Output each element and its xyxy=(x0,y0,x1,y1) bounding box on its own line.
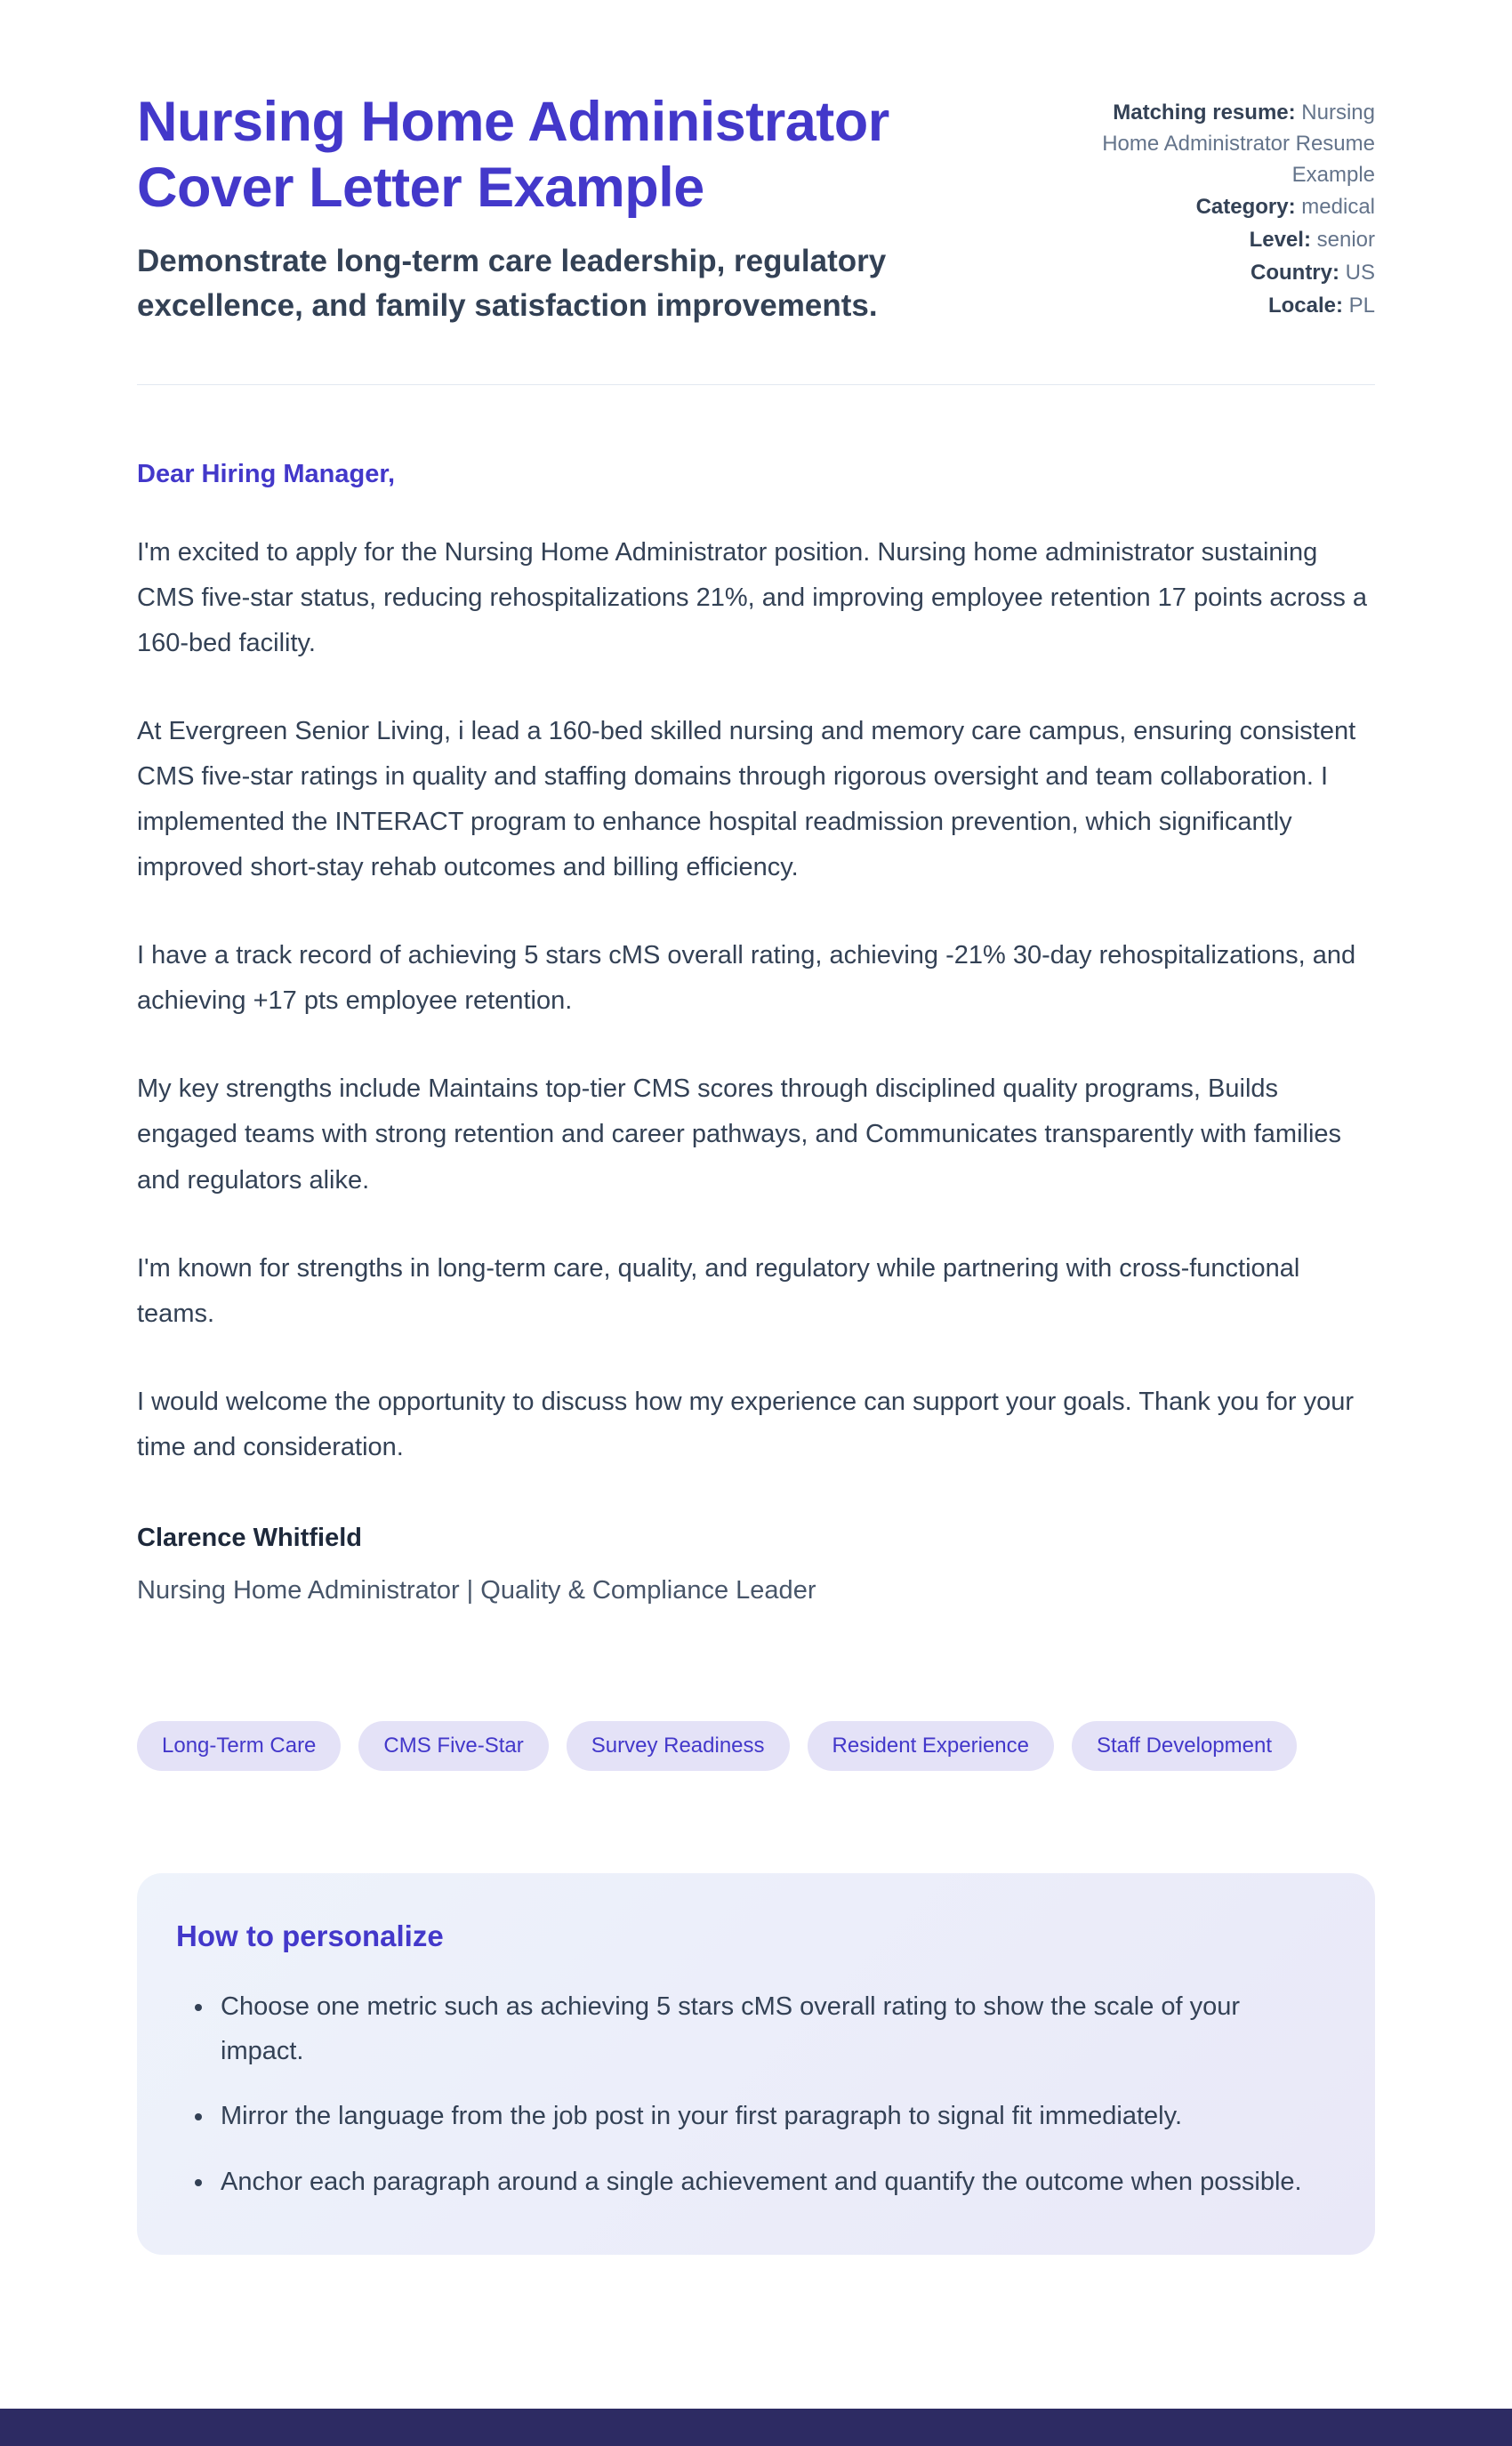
meta-row-level xyxy=(1055,225,1375,256)
tag-pill-long-term-care: Long-Term Care xyxy=(137,1721,341,1771)
meta-label: Locale: xyxy=(1267,293,1343,318)
personalize-item-2: • Mirror the language from the job post in your first paragraph to signal fit immediately. xyxy=(215,2095,1325,2139)
signature-title: Nursing Home Administrator | Quality & Compliance Leader xyxy=(137,1575,816,1605)
letter-paragraph-5: I'm known for strengths in long-term care, quality, and regulatory while partnering with cross-functional teams. xyxy=(137,1253,1300,1328)
meta-value: PL xyxy=(1348,293,1375,318)
personalize-card xyxy=(137,1873,1375,2256)
meta-row-category xyxy=(1055,192,1375,223)
letter-paragraph-2: At Evergreen Senior Living, i lead a 160-bed skilled nursing and memory care campus, ensuring consistent CMS five-star ratings in quality and staffing domains through rigorous oversight and team collaboration. I implemented the INTERACT program to enhance hospital readmission prevention, which significantly improved short-stay rehab outcomes and billing efficiency. xyxy=(137,717,1356,882)
tag-pill-staff-development: Staff Development xyxy=(1072,1721,1297,1771)
letter-paragraph-1: I'm excited to apply for the Nursing Home Administrator position. Nursing home administrator sustaining CMS five-star status, reducing rehospitalizations 21%, and improving employee retention 17 points across a 160-bed facility. xyxy=(137,538,1368,658)
page-subtitle: Demonstrate long-term care leadership, regulatory excellence, and family satisfaction improvements. xyxy=(137,243,887,324)
footer-bar xyxy=(0,2409,1512,2446)
letter-paragraph-3: I have a track record of achieving 5 stars cMS overall rating, achieving -21% 30-day rehospitalizations, and achieving +17 pts employee retention. xyxy=(137,941,1356,1016)
letter-paragraph-6: I would welcome the opportunity to discuss how my experience can support your goals. Thank you for your time and consideration. xyxy=(137,1387,1355,1461)
meta-row-country xyxy=(1055,258,1375,289)
meta-value: Nursing Home Administrator Resume Example xyxy=(1102,101,1375,187)
meta-value: senior xyxy=(1316,228,1375,253)
letter-body xyxy=(137,385,1375,1605)
meta-label: Level: xyxy=(1249,228,1311,253)
header-title-block xyxy=(137,89,1019,329)
personalize-item-1: • Choose one metric such as achieving 5 stars cMS overall rating to show the scale of your impact. xyxy=(215,1985,1325,2074)
tag-pill-cms-five-star: CMS Five-Star xyxy=(358,1721,548,1771)
meta-value: US xyxy=(1345,260,1375,285)
signature-name: Clarence Whitfield xyxy=(137,1523,362,1552)
tag-list xyxy=(137,1721,1375,1771)
tag-pill-resident-experience: Resident Experience xyxy=(808,1721,1054,1771)
meta-row-matching-resume xyxy=(1055,98,1375,190)
page-header xyxy=(137,89,1375,329)
meta-label: Matching resume: xyxy=(1113,101,1296,125)
tag-pill-survey-readiness: Survey Readiness xyxy=(567,1721,790,1771)
personalize-item-3: • Anchor each paragraph around a single achievement and quantify the outcome when possible. xyxy=(215,2160,1325,2205)
meta-panel xyxy=(1055,89,1375,324)
meta-value: medical xyxy=(1301,195,1375,220)
meta-label: Country: xyxy=(1251,260,1339,285)
letter-paragraph-4: My key strengths include Maintains top-tier CMS scores through disciplined quality programs, Builds engaged teams with strong retention and career pathways, and Communicates transparently with families and regulators alike. xyxy=(137,1074,1342,1195)
page-title: Nursing Home Administrator Cover Letter Example xyxy=(137,91,889,220)
meta-row-locale xyxy=(1055,291,1375,322)
cover-letter-page xyxy=(137,0,1375,2255)
personalize-list xyxy=(176,1985,1325,2206)
salutation: Dear Hiring Manager, xyxy=(137,460,396,489)
personalize-title: How to personalize xyxy=(176,1919,444,1952)
meta-label: Category: xyxy=(1195,195,1296,220)
